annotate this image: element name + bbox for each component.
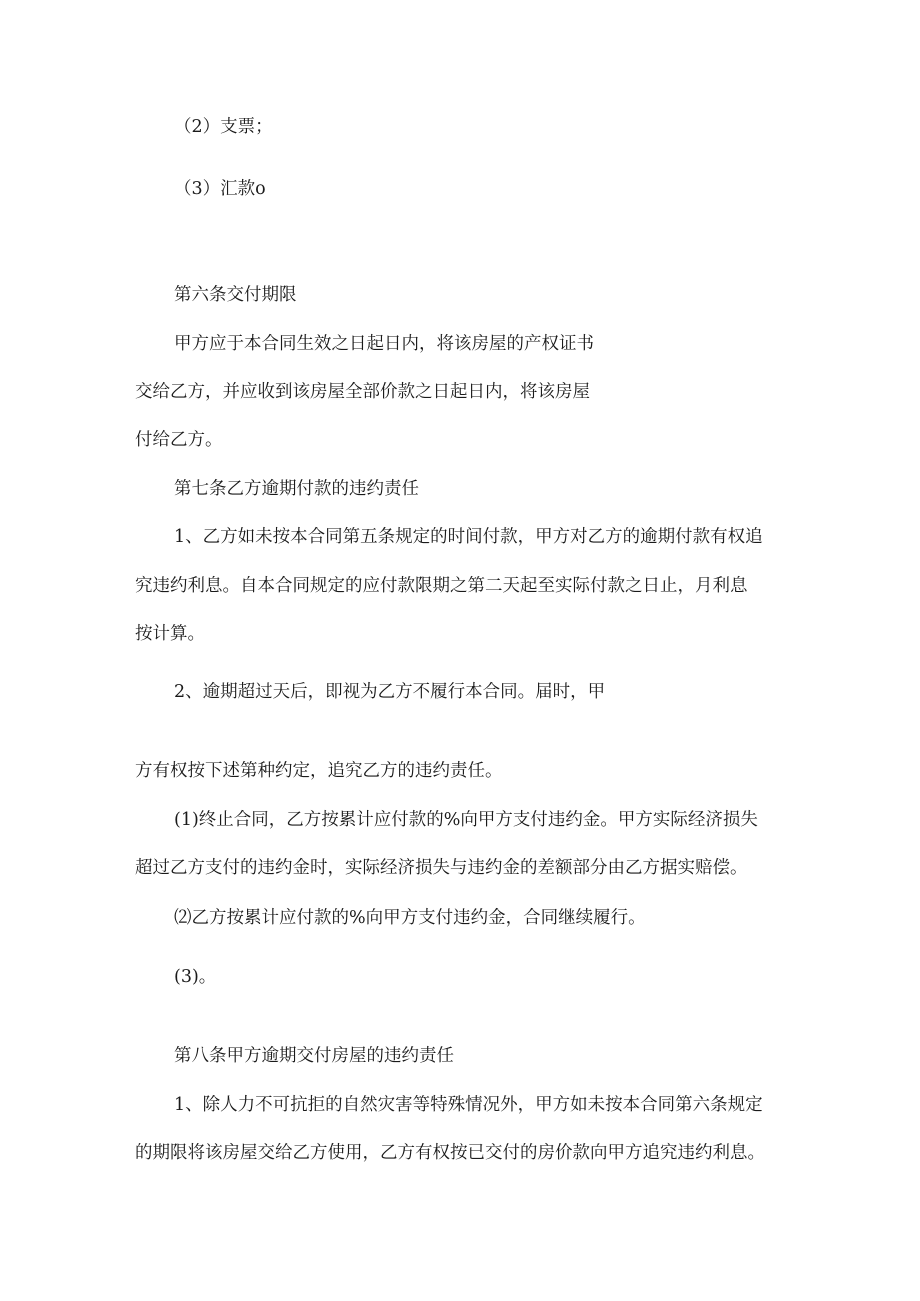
article-7-item-1-line-1: 1、乙方如未按本合同第五条规定的时间付款，甲方对乙方的逾期付款有权追 — [174, 527, 763, 547]
article-7-option-1-line-1: (1)终止合同，乙方按累计应付款的%向甲方支付违约金。甲方实际经济损失 — [174, 810, 758, 830]
article-7-item-1-line-3: 按计算。 — [135, 624, 205, 644]
article-7-option-1-line-2: 超过乙方支付的违约金时，实际经济损失与违约金的差额部分由乙方据实赔偿。 — [135, 858, 748, 878]
article-8-heading: 第八条甲方逾期交付房屋的违约责任 — [174, 1046, 454, 1066]
article-7-item-2-line-1: 2、逾期超过天后，即视为乙方不履行本合同。届时，甲 — [174, 682, 606, 702]
article-6-line-3: 付给乙方。 — [135, 430, 223, 450]
article-7-heading: 第七条乙方逾期付款的违约责任 — [174, 479, 419, 499]
article-8-item-1-line-1: 1、除人力不可抗拒的自然灾害等特殊情况外，甲方如未按本合同第六条规定 — [174, 1095, 763, 1115]
payment-method-3: （3）汇款o — [174, 179, 266, 199]
article-6-line-1: 甲方应于本合同生效之日起日内，将该房屋的产权证书 — [174, 334, 594, 354]
article-7-item-2-line-2: 方有权按下述第种约定，追究乙方的违约责任。 — [135, 761, 503, 781]
article-6-line-2: 交给乙方，并应收到该房屋全部价款之日起日内，将该房屋 — [135, 382, 590, 402]
article-7-option-2: ⑵乙方按累计应付款的%向甲方支付违约金，合同继续履行。 — [174, 908, 646, 928]
article-8-item-1-line-2: 的期限将该房屋交给乙方使用，乙方有权按已交付的房价款向甲方追究违约利息。 — [135, 1143, 765, 1163]
article-6-heading: 第六条交付期限 — [174, 285, 297, 305]
payment-method-2: （2）支票； — [174, 117, 273, 137]
article-7-option-3: (3)。 — [174, 967, 217, 987]
article-7-item-1-line-2: 究违约利息。自本合同规定的应付款限期之第二天起至实际付款之日止，月利息 — [135, 576, 748, 596]
